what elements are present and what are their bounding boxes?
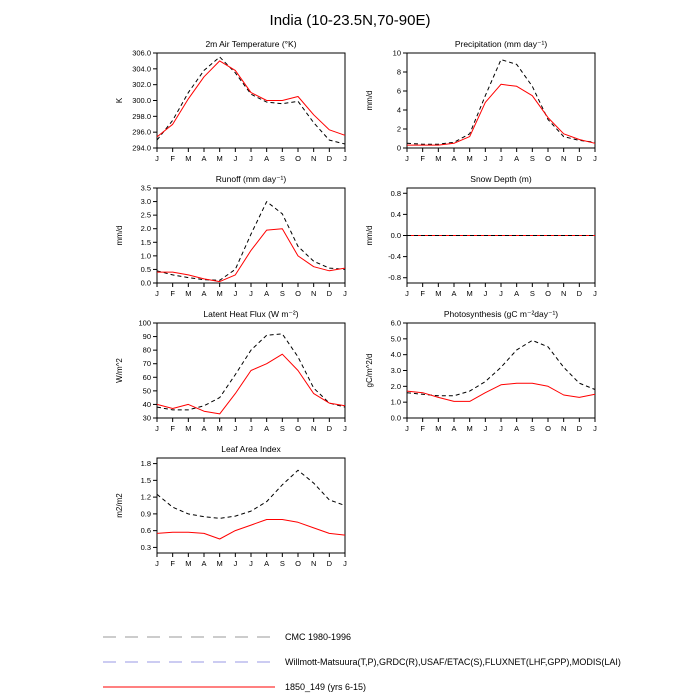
x-tick-label: M (216, 154, 223, 163)
x-tick-label: J (499, 289, 503, 298)
x-tick-label: J (249, 559, 253, 568)
x-tick-label: J (343, 559, 347, 568)
x-tick-label: J (483, 154, 488, 163)
y-tick-label: 1.0 (390, 397, 401, 407)
x-tick-label: J (593, 289, 597, 298)
x-tick-label: D (576, 424, 583, 433)
x-tick-label: A (514, 289, 520, 298)
y-axis-label: W/m^2 (115, 358, 124, 383)
y-tick-label: 4 (396, 105, 401, 115)
plot-frame (157, 53, 345, 148)
latent-heat-flux-plot-svg (100, 308, 350, 448)
legend-line-model (103, 678, 275, 696)
chart-precipitation (350, 38, 600, 178)
x-tick-label: F (420, 424, 425, 433)
y-tick-label: 5.0 (390, 334, 401, 344)
temperature-plot-svg (100, 38, 350, 178)
x-tick-label: M (435, 154, 442, 163)
x-tick-label: M (435, 289, 442, 298)
x-tick-label: J (499, 154, 503, 163)
x-tick-label: A (201, 559, 207, 568)
x-tick-label: M (185, 154, 192, 163)
x-tick-label: S (279, 289, 285, 298)
x-tick-label: D (576, 289, 583, 298)
x-tick-label: A (514, 154, 520, 163)
x-tick-label: S (529, 154, 535, 163)
x-tick-label: O (295, 154, 301, 163)
x-tick-label: F (170, 289, 175, 298)
series-line-observation (157, 202, 345, 281)
series-line-model-1850_149 (407, 84, 595, 145)
x-tick-label: N (310, 289, 317, 298)
y-tick-label: 100 (138, 318, 151, 328)
x-tick-label: F (420, 154, 425, 163)
photosynthesis-plot-svg (350, 308, 600, 448)
x-tick-label: O (295, 424, 301, 433)
chart-title: Runoff (mm day⁻¹) (215, 174, 287, 184)
x-tick-label: J (155, 424, 159, 433)
legend-key-svg (103, 633, 275, 641)
chart-title: Precipitation (mm day⁻¹) (454, 39, 548, 49)
y-tick-label: 306.0 (132, 48, 151, 58)
plot-frame (407, 53, 595, 148)
x-tick-label: J (483, 424, 488, 433)
y-axis-label: gC/m^2/d (365, 353, 374, 388)
chart-title: Leaf Area Index (221, 444, 281, 454)
x-tick-label: A (201, 424, 207, 433)
x-tick-label: J (155, 559, 159, 568)
y-tick-label: 0.9 (140, 509, 151, 519)
chart-title: Photosynthesis (gC m⁻²day⁻¹) (443, 309, 559, 319)
x-tick-label: A (451, 154, 457, 163)
x-tick-label: J (343, 424, 347, 433)
x-tick-label: A (264, 424, 270, 433)
y-tick-label: 0.0 (140, 278, 151, 288)
x-tick-label: D (326, 289, 333, 298)
y-tick-label: 304.0 (132, 64, 151, 74)
x-tick-label: J (233, 154, 238, 163)
x-tick-label: F (170, 559, 175, 568)
chart-photosynthesis (350, 308, 600, 448)
x-tick-label: N (310, 424, 317, 433)
x-tick-label: D (326, 154, 333, 163)
x-tick-label: J (233, 424, 238, 433)
y-tick-label: 0.3 (140, 542, 151, 552)
legend-key-svg (103, 683, 275, 691)
precipitation-plot-svg (350, 38, 600, 178)
x-tick-label: J (233, 289, 238, 298)
y-tick-label: 0.4 (390, 209, 401, 219)
x-tick-label: M (466, 154, 473, 163)
x-tick-label: J (233, 559, 238, 568)
y-tick-label: 0.6 (140, 526, 151, 536)
y-tick-label: 2.0 (390, 381, 401, 391)
y-tick-label: 302.0 (132, 80, 151, 90)
x-tick-label: J (249, 154, 253, 163)
x-tick-label: M (185, 289, 192, 298)
y-axis-label: mm/d (115, 225, 124, 246)
y-axis-label: mm/d (365, 90, 374, 111)
x-tick-label: N (310, 154, 317, 163)
legend-line-obs2 (103, 653, 275, 671)
x-tick-label: J (249, 289, 253, 298)
x-tick-label: A (514, 424, 520, 433)
y-tick-label: 0.8 (390, 188, 401, 198)
legend-item-obs1 (103, 624, 621, 649)
series-line-observation (157, 57, 345, 144)
x-tick-label: S (529, 289, 535, 298)
x-tick-label: J (155, 289, 159, 298)
x-tick-label: S (279, 424, 285, 433)
y-tick-label: 0 (396, 143, 401, 153)
x-tick-label: D (326, 559, 333, 568)
x-tick-label: N (310, 559, 317, 568)
x-tick-label: N (560, 424, 567, 433)
y-tick-label: 6.0 (390, 318, 401, 328)
x-tick-label: N (560, 154, 567, 163)
x-tick-label: A (264, 559, 270, 568)
y-tick-label: 6 (396, 86, 401, 96)
y-tick-label: 8 (396, 67, 401, 77)
x-tick-label: F (170, 424, 175, 433)
series-line-observation (407, 340, 595, 395)
chart-latent-heat-flux (100, 308, 350, 448)
x-tick-label: J (343, 289, 347, 298)
series-line-observation (157, 334, 345, 410)
x-tick-label: N (560, 289, 567, 298)
y-tick-label: 1.5 (140, 237, 151, 247)
y-tick-label: 70 (142, 359, 151, 369)
x-tick-label: J (343, 154, 347, 163)
x-tick-label: J (593, 154, 597, 163)
y-tick-label: 30 (142, 413, 151, 423)
y-tick-label: 2.5 (140, 210, 151, 220)
series-line-model-1850_149 (157, 354, 345, 414)
y-tick-label: 4.0 (390, 350, 401, 360)
y-tick-label: 90 (142, 332, 151, 342)
series-line-observation (407, 60, 595, 145)
x-tick-label: M (435, 424, 442, 433)
chart-runoff (100, 173, 350, 313)
y-tick-label: 1.5 (140, 475, 151, 485)
y-tick-label: 3.5 (140, 183, 151, 193)
x-tick-label: J (593, 424, 597, 433)
series-line-model-1850_149 (407, 383, 595, 401)
legend-item-model (103, 674, 621, 699)
chart-snow-depth (350, 173, 600, 313)
chart-leaf-area-index (100, 443, 350, 583)
x-tick-label: A (201, 154, 207, 163)
x-tick-label: J (155, 154, 159, 163)
y-tick-label: 60 (142, 372, 151, 382)
series-line-model-1850_149 (157, 520, 345, 540)
series-line-observation (157, 470, 345, 518)
y-tick-label: -0.4 (388, 252, 401, 262)
y-tick-label: 0.5 (140, 264, 151, 274)
x-tick-label: A (451, 424, 457, 433)
legend-item-obs2 (103, 649, 621, 674)
runoff-plot-svg (100, 173, 350, 313)
legend-key-svg (103, 658, 275, 666)
snow-depth-plot-svg (350, 173, 600, 313)
y-tick-label: 1.2 (140, 492, 151, 502)
y-tick-label: 294.0 (132, 143, 151, 153)
x-tick-label: M (185, 559, 192, 568)
y-tick-label: 0.0 (390, 231, 401, 240)
y-tick-label: 50 (142, 386, 151, 396)
x-tick-label: A (451, 289, 457, 298)
y-tick-label: 298.0 (132, 111, 151, 121)
figure-title: India (10-23.5N,70-90E) (269, 12, 431, 29)
y-tick-label: 80 (142, 345, 151, 355)
x-tick-label: A (264, 289, 270, 298)
x-tick-label: M (466, 289, 473, 298)
y-tick-label: -0.8 (388, 273, 401, 283)
x-tick-label: J (249, 424, 253, 433)
plot-frame (157, 188, 345, 283)
y-tick-label: 10 (392, 48, 401, 58)
x-tick-label: S (279, 559, 285, 568)
x-tick-label: O (295, 559, 301, 568)
y-axis-label: K (115, 97, 124, 104)
chart-title: Snow Depth (m) (470, 174, 532, 184)
x-tick-label: J (483, 289, 488, 298)
x-tick-label: F (420, 289, 425, 298)
chart-title: Latent Heat Flux (W m⁻²) (203, 309, 299, 319)
x-tick-label: M (466, 424, 473, 433)
x-tick-label: O (545, 289, 551, 298)
legend-label-model: 1850_149 (yrs 6-15) (285, 681, 367, 692)
y-tick-label: 40 (142, 399, 151, 409)
legend-line-obs1 (103, 628, 275, 646)
legend-label-obs1: CMC 1980-1996 (285, 631, 352, 642)
x-tick-label: J (499, 424, 503, 433)
x-tick-label: O (545, 424, 551, 433)
x-tick-label: F (170, 154, 175, 163)
y-tick-label: 1.8 (140, 459, 151, 469)
x-tick-label: M (216, 289, 223, 298)
y-tick-label: 3.0 (390, 366, 401, 375)
x-tick-label: S (279, 154, 285, 163)
y-axis-label: m2/m2 (115, 493, 124, 518)
x-tick-label: A (201, 289, 207, 298)
x-tick-label: M (216, 559, 223, 568)
x-tick-label: M (216, 424, 223, 433)
x-tick-label: A (264, 154, 270, 163)
x-tick-label: D (326, 424, 333, 433)
y-tick-label: 2 (396, 124, 401, 134)
y-axis-label: mm/d (365, 225, 374, 246)
x-tick-label: J (405, 154, 409, 163)
x-tick-label: O (545, 154, 551, 163)
y-tick-label: 3.0 (140, 197, 151, 207)
x-tick-label: S (529, 424, 535, 433)
series-line-model-1850_149 (157, 229, 345, 282)
leaf-area-index-plot-svg (100, 443, 350, 583)
y-tick-label: 1.0 (140, 251, 151, 261)
y-tick-label: 0.0 (390, 413, 401, 423)
chart-temperature (100, 38, 350, 178)
y-tick-label: 2.0 (140, 224, 151, 234)
legend-label-obs2: Willmott-Matsuura(T,P),GRDC(R),USAF/ETAC(S),FLUXNET(LHF,GPP),MODIS(LAI) (285, 656, 621, 667)
y-tick-label: 300.0 (132, 96, 151, 105)
x-tick-label: O (295, 289, 301, 298)
x-tick-label: J (405, 424, 409, 433)
y-tick-label: 296.0 (132, 127, 151, 137)
plot-frame (157, 458, 345, 553)
x-tick-label: D (576, 154, 583, 163)
legend (103, 624, 621, 699)
chart-title: 2m Air Temperature (°K) (205, 39, 297, 49)
x-tick-label: M (185, 424, 192, 433)
x-tick-label: J (405, 289, 409, 298)
